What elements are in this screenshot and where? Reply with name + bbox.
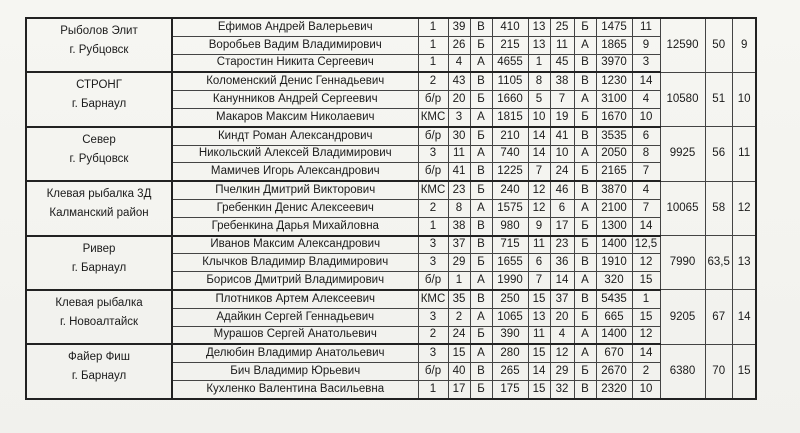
team-place: 11 <box>732 127 756 181</box>
stage1-sector: 35 <box>448 290 470 308</box>
table-row <box>26 18 756 36</box>
stage1-sector: 39 <box>448 18 470 36</box>
member-name: Клычков Владимир Владимирович <box>172 254 418 272</box>
stage2-sector: 12 <box>550 344 574 362</box>
stage2-sector: 24 <box>550 163 574 181</box>
stage2-weight: 670 <box>596 344 632 362</box>
team-place: 12 <box>732 181 756 235</box>
stage1-zone: Б <box>470 91 492 109</box>
stage1-sector: 29 <box>448 254 470 272</box>
stage2-zone: В <box>574 72 596 90</box>
stage1-place: 13 <box>528 308 550 326</box>
member-name: Воробьев Вадим Владимирович <box>172 36 418 54</box>
stage1-weight: 980 <box>492 217 528 235</box>
team-place: 9 <box>732 18 756 72</box>
table-row <box>26 344 756 362</box>
stage2-zone: Б <box>574 236 596 254</box>
member-rank: 1 <box>418 380 448 398</box>
stage1-sector: 11 <box>448 145 470 163</box>
stage2-zone: А <box>574 36 596 54</box>
stage1-zone: Б <box>470 181 492 199</box>
stage2-place: 11 <box>632 18 660 36</box>
stage1-zone: В <box>470 236 492 254</box>
member-name: Старостин Никита Сергеевич <box>172 54 418 72</box>
member-rank: б/р <box>418 272 448 290</box>
stage1-sector: 37 <box>448 236 470 254</box>
stage1-weight: 1655 <box>492 254 528 272</box>
stage2-weight: 1475 <box>596 18 632 36</box>
stage1-place: 13 <box>528 18 550 36</box>
stage1-place: 14 <box>528 145 550 163</box>
stage1-zone: В <box>470 217 492 235</box>
stage1-place: 10 <box>528 108 550 126</box>
stage2-sector: 37 <box>550 290 574 308</box>
team-city: г. Новоалтайск <box>59 315 139 328</box>
team-cell <box>26 18 172 72</box>
stage2-place: 14 <box>632 72 660 90</box>
stage2-place: 8 <box>632 145 660 163</box>
stage2-place: 12 <box>632 326 660 344</box>
stage1-place: 15 <box>528 344 550 362</box>
team-total-weight: 6380 <box>660 344 705 398</box>
stage1-zone: Б <box>470 127 492 145</box>
member-name: Никольский Алексей Владимирович <box>172 145 418 163</box>
stage2-weight: 1910 <box>596 254 632 272</box>
stage1-sector: 1 <box>448 272 470 290</box>
stage2-weight: 3535 <box>596 127 632 145</box>
stage1-weight: 4655 <box>492 54 528 72</box>
stage2-zone: Б <box>574 217 596 235</box>
stage1-weight: 715 <box>492 236 528 254</box>
stage1-weight: 265 <box>492 363 528 381</box>
stage2-zone: В <box>574 254 596 272</box>
stage2-sector: 17 <box>550 217 574 235</box>
stage2-sector: 7 <box>550 91 574 109</box>
stage2-place: 10 <box>632 108 660 126</box>
stage1-weight: 1105 <box>492 72 528 90</box>
stage1-zone: Б <box>470 36 492 54</box>
member-rank: 3 <box>418 145 448 163</box>
stage1-zone: Б <box>470 326 492 344</box>
stage1-weight: 410 <box>492 18 528 36</box>
stage1-place: 12 <box>528 181 550 199</box>
stage1-sector: 2 <box>448 308 470 326</box>
member-name: Плотников Артем Алексеевич <box>172 290 418 308</box>
stage2-place: 10 <box>632 380 660 398</box>
team-name: Ривер <box>82 242 116 255</box>
stage2-weight: 3100 <box>596 91 632 109</box>
stage2-weight: 665 <box>596 308 632 326</box>
stage2-sector: 41 <box>550 127 574 145</box>
stage1-place: 11 <box>528 326 550 344</box>
stage1-place: 12 <box>528 199 550 217</box>
table-row <box>26 236 756 254</box>
stage2-sector: 29 <box>550 363 574 381</box>
stage1-zone: А <box>470 54 492 72</box>
stage2-place: 14 <box>632 217 660 235</box>
team-cell <box>26 127 172 181</box>
member-rank: 3 <box>418 236 448 254</box>
stage2-weight: 3970 <box>596 54 632 72</box>
member-name: Адайкин Сергей Геннадьевич <box>172 308 418 326</box>
stage1-zone: А <box>470 108 492 126</box>
stage1-place: 7 <box>528 272 550 290</box>
stage2-sector: 36 <box>550 254 574 272</box>
stage2-place: 9 <box>632 36 660 54</box>
stage1-place: 14 <box>528 127 550 145</box>
stage2-zone: А <box>574 199 596 217</box>
team-place: 15 <box>732 344 756 398</box>
member-name: Пчелкин Дмитрий Викторович <box>172 181 418 199</box>
stage2-place: 7 <box>632 163 660 181</box>
team-points: 56 <box>705 127 732 181</box>
stage2-zone: А <box>574 326 596 344</box>
table-row <box>26 127 756 145</box>
stage2-sector: 11 <box>550 36 574 54</box>
stage2-weight: 2670 <box>596 363 632 381</box>
stage1-zone: А <box>470 272 492 290</box>
stage1-weight: 1990 <box>492 272 528 290</box>
results-table <box>25 17 757 400</box>
team-place: 14 <box>732 290 756 344</box>
stage2-sector: 45 <box>550 54 574 72</box>
member-rank: 1 <box>418 18 448 36</box>
team-total-weight: 12590 <box>660 18 705 72</box>
stage2-sector: 32 <box>550 380 574 398</box>
stage1-sector: 43 <box>448 72 470 90</box>
team-points: 70 <box>705 344 732 398</box>
stage2-zone: Б <box>574 308 596 326</box>
stage2-place: 7 <box>632 199 660 217</box>
stage1-zone: А <box>470 145 492 163</box>
stage1-weight: 1575 <box>492 199 528 217</box>
team-city: г. Барнаул <box>71 98 127 111</box>
stage2-weight: 1865 <box>596 36 632 54</box>
member-name: Бич Владимир Юрьевич <box>172 363 418 381</box>
member-name: Киндт Роман Александрович <box>172 127 418 145</box>
stage2-zone: В <box>574 181 596 199</box>
team-city: г. Барнаул <box>71 370 127 383</box>
stage1-weight: 390 <box>492 326 528 344</box>
stage1-weight: 1065 <box>492 308 528 326</box>
stage2-place: 12,5 <box>632 236 660 254</box>
stage2-weight: 2320 <box>596 380 632 398</box>
member-name: Иванов Максим Александрович <box>172 236 418 254</box>
stage2-place: 12 <box>632 254 660 272</box>
stage1-sector: 40 <box>448 363 470 381</box>
stage2-weight: 1230 <box>596 72 632 90</box>
stage1-zone: А <box>470 308 492 326</box>
table-row <box>26 290 756 308</box>
team-points: 51 <box>705 72 732 126</box>
member-rank: 2 <box>418 326 448 344</box>
stage1-sector: 41 <box>448 163 470 181</box>
member-rank: 3 <box>418 344 448 362</box>
stage1-place: 13 <box>528 36 550 54</box>
stage1-place: 15 <box>528 290 550 308</box>
member-name: Кухленко Валентина Васильевна <box>172 380 418 398</box>
team-points: 58 <box>705 181 732 235</box>
stage1-sector: 20 <box>448 91 470 109</box>
team-city: г. Рубцовск <box>69 44 129 56</box>
stage1-place: 11 <box>528 236 550 254</box>
stage1-place: 5 <box>528 91 550 109</box>
stage2-zone: В <box>574 127 596 145</box>
stage2-weight: 320 <box>596 272 632 290</box>
member-name: Делюбин Владимир Анатольевич <box>172 344 418 362</box>
team-total-weight: 10580 <box>660 72 705 126</box>
stage2-place: 1 <box>632 290 660 308</box>
stage1-weight: 1225 <box>492 163 528 181</box>
stage2-zone: Б <box>574 363 596 381</box>
team-name: Рыболов Элит <box>60 25 138 37</box>
member-rank: б/р <box>418 363 448 381</box>
stage2-place: 15 <box>632 308 660 326</box>
stage1-sector: 4 <box>448 54 470 72</box>
stage2-weight: 2100 <box>596 199 632 217</box>
results-body <box>26 18 756 399</box>
stage2-weight: 1670 <box>596 108 632 126</box>
stage1-weight: 175 <box>492 380 528 398</box>
stage2-sector: 19 <box>550 108 574 126</box>
stage2-zone: А <box>574 344 596 362</box>
member-rank: 1 <box>418 54 448 72</box>
stage2-place: 15 <box>632 272 660 290</box>
stage1-weight: 240 <box>492 181 528 199</box>
stage2-zone: Б <box>574 163 596 181</box>
team-points: 67 <box>705 290 732 344</box>
stage1-zone: Б <box>470 380 492 398</box>
stage2-place: 4 <box>632 91 660 109</box>
stage2-sector: 6 <box>550 199 574 217</box>
team-points: 63,5 <box>705 236 732 290</box>
member-name: Гребенкин Денис Алексеевич <box>172 199 418 217</box>
team-name: Клевая рыбалка 3Д <box>46 188 152 201</box>
stage2-weight: 1300 <box>596 217 632 235</box>
stage1-weight: 250 <box>492 290 528 308</box>
team-cell <box>26 181 172 235</box>
stage1-weight: 215 <box>492 36 528 54</box>
stage2-zone: А <box>574 91 596 109</box>
stage1-sector: 23 <box>448 181 470 199</box>
team-name: Файер Фиш <box>68 351 130 364</box>
stage1-place: 15 <box>528 380 550 398</box>
stage2-place: 2 <box>632 363 660 381</box>
stage2-weight: 2050 <box>596 145 632 163</box>
stage1-weight: 1815 <box>492 108 528 126</box>
team-city: г. Рубцовск <box>69 152 129 165</box>
stage1-place: 1 <box>528 54 550 72</box>
team-cell <box>26 72 172 126</box>
stage2-zone: В <box>574 54 596 72</box>
stage2-weight: 1400 <box>596 326 632 344</box>
stage1-sector: 38 <box>448 217 470 235</box>
stage1-place: 9 <box>528 217 550 235</box>
member-name: Борисов Дмитрий Владимирович <box>172 272 418 290</box>
member-rank: б/р <box>418 163 448 181</box>
stage2-zone: Б <box>574 108 596 126</box>
stage2-zone: В <box>574 380 596 398</box>
stage2-sector: 20 <box>550 308 574 326</box>
team-total-weight: 9925 <box>660 127 705 181</box>
team-total-weight: 10065 <box>660 181 705 235</box>
team-name: Север <box>82 133 116 146</box>
member-name: Мамичев Игорь Александрович <box>172 163 418 181</box>
stage2-sector: 14 <box>550 272 574 290</box>
stage1-place: 8 <box>528 72 550 90</box>
member-name: Канунников Андрей Сергеевич <box>172 91 418 109</box>
team-total-weight: 7990 <box>660 236 705 290</box>
stage1-sector: 26 <box>448 36 470 54</box>
stage2-sector: 4 <box>550 326 574 344</box>
member-name: Ефимов Андрей Валерьевич <box>172 18 418 36</box>
stage1-sector: 24 <box>448 326 470 344</box>
stage1-sector: 3 <box>448 108 470 126</box>
member-rank: 1 <box>418 217 448 235</box>
member-rank: 3 <box>418 308 448 326</box>
stage1-zone: В <box>470 363 492 381</box>
member-rank: 2 <box>418 199 448 217</box>
member-rank: 1 <box>418 36 448 54</box>
stage1-zone: В <box>470 290 492 308</box>
team-points: 50 <box>705 18 732 72</box>
stage2-sector: 23 <box>550 236 574 254</box>
team-name: Клевая рыбалка <box>55 296 143 309</box>
stage1-zone: В <box>470 163 492 181</box>
team-total-weight: 9205 <box>660 290 705 344</box>
stage1-sector: 30 <box>448 127 470 145</box>
stage2-zone: Б <box>574 18 596 36</box>
stage1-zone: Б <box>470 254 492 272</box>
team-cell <box>26 236 172 290</box>
member-rank: КМС <box>418 290 448 308</box>
member-rank: б/р <box>418 91 448 109</box>
stage2-zone: В <box>574 290 596 308</box>
stage1-weight: 740 <box>492 145 528 163</box>
stage1-zone: В <box>470 18 492 36</box>
stage1-zone: В <box>470 72 492 90</box>
stage2-place: 4 <box>632 181 660 199</box>
member-rank: 3 <box>418 254 448 272</box>
stage1-weight: 280 <box>492 344 528 362</box>
table-row <box>26 181 756 199</box>
team-place: 10 <box>732 72 756 126</box>
stage2-place: 6 <box>632 127 660 145</box>
member-rank: КМС <box>418 108 448 126</box>
stage2-sector: 46 <box>550 181 574 199</box>
stage1-weight: 1660 <box>492 91 528 109</box>
stage1-place: 14 <box>528 363 550 381</box>
member-rank: КМС <box>418 181 448 199</box>
member-rank: 2 <box>418 72 448 90</box>
member-rank: б/р <box>418 127 448 145</box>
team-cell <box>26 290 172 344</box>
team-city: г. Барнаул <box>71 261 127 274</box>
stage2-zone: А <box>574 145 596 163</box>
team-cell <box>26 344 172 398</box>
stage1-weight: 210 <box>492 127 528 145</box>
stage2-sector: 25 <box>550 18 574 36</box>
stage1-zone: А <box>470 344 492 362</box>
stage2-weight: 2165 <box>596 163 632 181</box>
stage1-place: 6 <box>528 254 550 272</box>
stage2-place: 14 <box>632 344 660 362</box>
stage1-sector: 15 <box>448 344 470 362</box>
stage1-zone: А <box>470 199 492 217</box>
member-name: Коломенский Денис Геннадьевич <box>172 72 418 90</box>
table-row <box>26 72 756 90</box>
stage2-weight: 5435 <box>596 290 632 308</box>
stage1-sector: 17 <box>448 380 470 398</box>
stage2-weight: 3870 <box>596 181 632 199</box>
member-name: Макаров Максим Николаевич <box>172 108 418 126</box>
member-name: Гребенкина Дарья Михайловна <box>172 217 418 235</box>
stage2-weight: 1400 <box>596 236 632 254</box>
team-name: СТРОНГ <box>76 79 122 92</box>
stage1-place: 7 <box>528 163 550 181</box>
member-name: Мурашов Сергей Анатольевич <box>172 326 418 344</box>
stage2-zone: А <box>574 272 596 290</box>
stage2-sector: 10 <box>550 145 574 163</box>
stage1-sector: 8 <box>448 199 470 217</box>
team-place: 13 <box>732 236 756 290</box>
team-city: Калманский район <box>49 207 149 220</box>
stage2-place: 3 <box>632 54 660 72</box>
stage2-sector: 38 <box>550 72 574 90</box>
